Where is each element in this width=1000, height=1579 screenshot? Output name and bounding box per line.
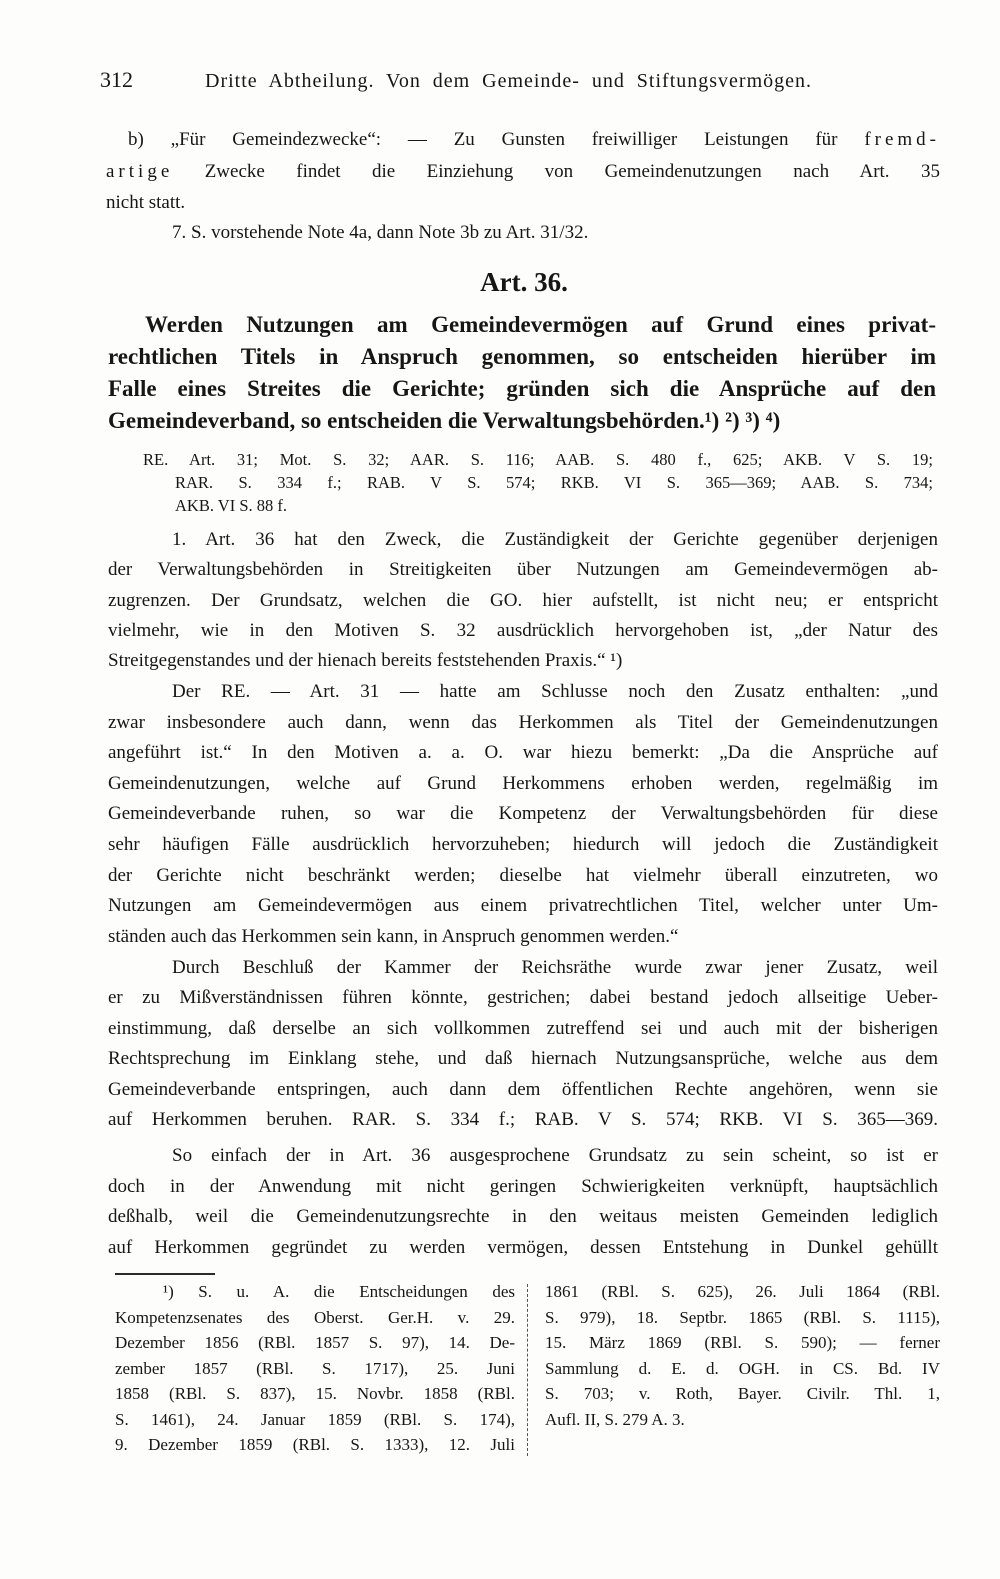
footnote-line: S. 979), 18. Septbr. 1865 (RBl. S. 1115), (545, 1307, 940, 1327)
footnote-line: Sammlung d. E. d. OGH. in CS. Bd. IV (545, 1358, 940, 1378)
footnote-column-divider (527, 1284, 528, 1456)
reference-line: RAR. S. 334 f.; RAB. V S. 574; RKB. VI S. 365—369; AAB. S. 734; (175, 473, 933, 492)
footnote-line: Aufl. II, S. 279 A. 3. (545, 1409, 685, 1429)
commentary-line: ständen auch das Herkommen sein kann, in Anspruch genommen werden.“ (108, 925, 679, 947)
article-heading: Art. 36. (480, 267, 568, 297)
commentary-line: Gemeindeverbande ruhen, so war die Kompetenz der Verwaltungsbehörden für diese (108, 803, 938, 825)
article-references (143, 448, 933, 517)
commentary-line: Nutzungen am Gemeindevermögen aus einem privatrechtlichen Titel, welcher unter Um- (108, 895, 938, 917)
article-text-line: Falle eines Streites die Gerichte; gründen sich die Ansprüche auf den (108, 376, 936, 401)
footnote-line: Dezember 1856 (RBl. 1857 S. 97), 14. De- (115, 1333, 515, 1352)
article-text-line: rechtlichen Titels in Anspruch genommen, so entscheiden hierüber im (108, 344, 936, 369)
commentary-line: Streitgegenstandes und der hienach bereits feststehenden Praxis.“ ¹) (108, 650, 623, 672)
commentary-line: doch in der Anwendung mit nicht geringen Schwierigkeiten verknüpft, hauptsächlich (108, 1175, 938, 1197)
commentary-line: sehr häufigen Fälle ausdrücklich hervorzuheben; hiedurch will jedoch die Zuständigkeit (108, 833, 938, 855)
commentary-line: einstimmung, daß derselbe an sich vollkommen zutreffend sei und auch mit der bisherigen (108, 1017, 938, 1039)
footnote-line: 9. Dezember 1859 (RBl. S. 1333), 12. Juli (115, 1435, 515, 1454)
footnote-line: Kompetenzsenates des Oberst. Ger.H. v. 29. (115, 1307, 515, 1327)
commentary-line: auf Herkommen beruhen. RAR. S. 334 f.; RAB. V S. 574; RKB. VI S. 365—369. (108, 1108, 938, 1130)
note-line (106, 156, 940, 188)
note-text: Zwecke findet die Einziehung von Gemeindenutzungen nach Art. 35 (204, 160, 940, 182)
footnote-line: 15. März 1869 (RBl. S. 590); — ferner (545, 1333, 940, 1352)
running-head: Dritte Abtheilung. Von dem Gemeinde- und Stiftungsvermögen. (205, 70, 812, 92)
footnote-rule (115, 1273, 215, 1275)
commentary-line: vielmehr, wie in den Motiven S. 32 ausdrücklich hervorgehoben ist, „der Natur des (108, 619, 938, 641)
footnote-line: 1861 (RBl. S. 625), 26. Juli 1864 (RBl. (545, 1282, 940, 1301)
commentary-line: Der RE. — Art. 31 — hatte am Schlusse noch den Zusatz enthalten: „und (172, 681, 938, 702)
article-text (108, 309, 936, 437)
commentary-line: angeführt ist.“ In den Motiven a. a. O. war hiezu bemerkt: „Da die Ansprüche auf (108, 742, 938, 764)
article-text-line: Gemeindeverband, so entscheiden die Verwaltungsbehörden.¹) ²) ³) ⁴) (108, 408, 781, 433)
reference-line: RE. Art. 31; Mot. S. 32; AAR. S. 116; AAB. S. 480 f., 625; AKB. V S. 19; (143, 450, 933, 469)
commentary-line: zugrenzen. Der Grundsatz, welchen die GO. hier aufstellt, ist nicht neu; er entspricht (108, 589, 938, 611)
footnote-line: S. 1461), 24. Januar 1859 (RBl. S. 174), (115, 1409, 515, 1429)
note-item-b (106, 124, 940, 219)
page-number: 312 (100, 67, 133, 92)
note-text: b) „Für Gemeindezwecke“: — Zu Gunsten freiwilliger Leistungen für (128, 129, 838, 150)
footnote-column-right (545, 1279, 940, 1432)
footnote-line: S. 703; v. Roth, Bayer. Civilr. Thl. 1, (545, 1384, 940, 1403)
commentary-paragraph (108, 1141, 938, 1263)
commentary-line: Durch Beschluß der Kammer der Reichsräthe wurde zwar jener Zusatz, weil (172, 957, 938, 978)
spaced-word: artige (106, 160, 174, 182)
footnote-line: ¹) S. u. A. die Entscheidungen des (163, 1282, 515, 1301)
reference-line: AKB. VI S. 88 f. (175, 496, 287, 515)
commentary-line: der Gerichte nicht beschränkt werden; dieselbe hat vielmehr überall einzutreten, wo (108, 864, 938, 886)
commentary-paragraph (108, 525, 938, 676)
article-text-line: Werden Nutzungen am Gemeindevermögen auf Grund eines privat- (145, 312, 936, 337)
commentary-line: So einfach der in Art. 36 ausgesprochene Grundsatz zu sein scheint, so ist er (172, 1145, 938, 1166)
commentary-line: Gemeindenutzungen, welche auf Grund Herkommens erhoben werden, regelmäßig im (108, 772, 938, 794)
commentary-paragraph (108, 953, 938, 1135)
commentary-line: auf Herkommen gegründet zu werden vermögen, dessen Entstehung in Dunkel gehüllt (108, 1236, 938, 1258)
note-text: nicht statt. (106, 192, 186, 213)
commentary-line: 1. Art. 36 hat den Zweck, die Zuständigkeit der Gerichte gegenüber derjenigen (172, 529, 938, 550)
note-item-7: 7. S. vorstehende Note 4a, dann Note 3b zu Art. 31/32. (172, 222, 589, 243)
commentary-line: zwar insbesondere auch dann, wenn das Herkommen als Titel der Gemeindenutzungen (108, 711, 938, 733)
commentary-line: er zu Mißverständnissen führen könnte, gestrichen; dabei bestand jedoch allseitige Ueber- (108, 987, 938, 1009)
commentary-line: deßhalb, weil die Gemeindenutzungsrechte in den weitaus meisten Gemeinden lediglich (108, 1206, 938, 1227)
commentary-line: der Verwaltungsbehörden in Streitigkeiten über Nutzungen am Gemeindevermögen ab- (108, 559, 938, 581)
note-line (128, 124, 940, 156)
commentary-paragraph (108, 677, 938, 952)
commentary-line: Rechtsprechung im Einklang stehe, und daß hiernach Nutzungsansprüche, welche aus dem (108, 1048, 938, 1070)
note-line (106, 187, 940, 219)
footnote-line: 1858 (RBl. S. 837), 15. Novbr. 1858 (RBl. (115, 1384, 515, 1403)
commentary-line: Gemeindeverbande entspringen, auch dann dem öffentlichen Rechte angehören, wenn sie (108, 1078, 938, 1100)
spaced-word: fremd- (864, 129, 940, 150)
footnote-column-left (115, 1279, 515, 1458)
footnote-line: zember 1857 (RBl. S. 1717), 25. Juni (115, 1358, 515, 1378)
